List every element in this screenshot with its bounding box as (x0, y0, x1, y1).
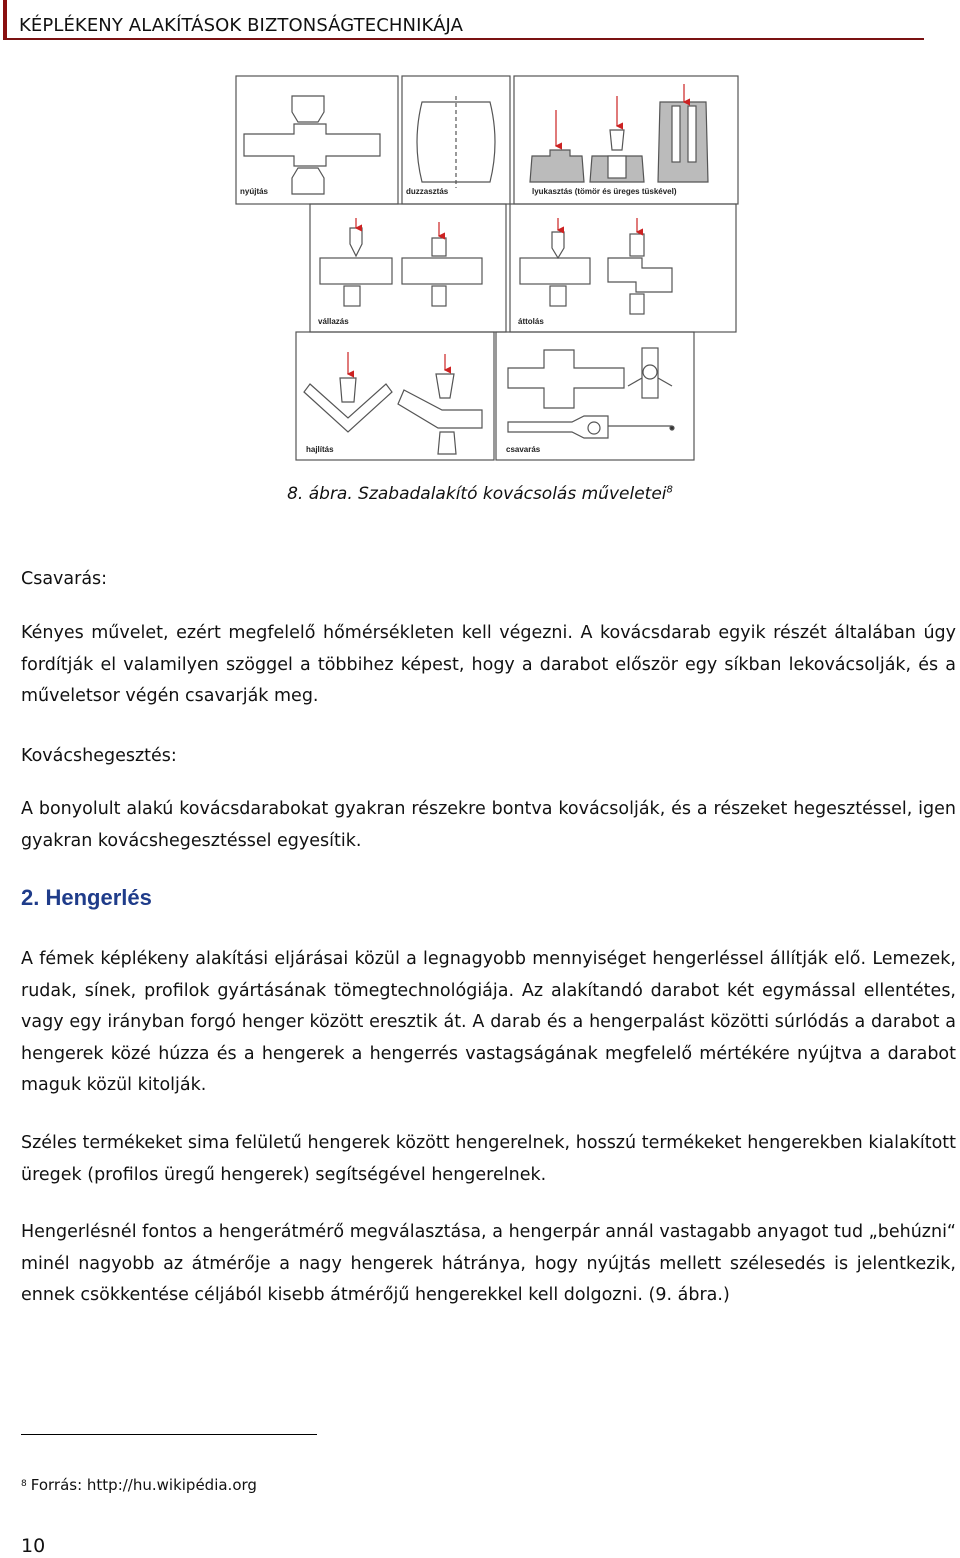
hengerles-paragraph-2: Széles termékeket sima felületű hengerek között hengerelnek, hosszú termékeket hengerekben kialakított üregek (profilos üregű hengerek) segítségével hengerelnek. (21, 1133, 956, 1185)
label-csavaras: csavarás (506, 445, 541, 454)
csavaras-paragraph: Kényes művelet, ezért megfelelő hőmérsékleten kell végezni. A kovácsdarab egyik részét általában úgy fordítják el valamilyen szöggel a többihez képest, hogy a darabot először egy síkban lekovácsolják, és a műveletsor végén csavarják meg. (21, 623, 956, 706)
section-heading-hengerles: 2. Hengerlés (21, 885, 152, 910)
kovacshegesztes-heading: Kovácshegesztés: (21, 746, 177, 766)
hengerles-paragraph-3: Hengerlésnél fontos a hengerátmérő megválasztása, a hengerpár annál vastagabb anyagot tud „behúzni“ minél nagyobb az átmérője a nagy hengerek hátránya, hogy nyújtás mellett szélesedés is jelentkezik, ennek csökkentése céljából kisebb átmérőjű hengerekkel kell dolgozni. (9. ábra.) (21, 1222, 956, 1305)
label-lyukasztas: lyukasztás (tömör és üreges tüskével) (532, 187, 677, 196)
page-number: 10 (21, 1535, 46, 1557)
csavaras-drawing (508, 348, 674, 438)
csavaras-heading: Csavarás: (21, 569, 108, 589)
label-attolas: áttolás (518, 317, 544, 326)
kovacshegesztes-paragraph: A bonyolult alakú kovácsdarabokat gyakran részekre bontva kovácsolják, és a részeket hegesztéssel, igen gyakran kovácshegesztéssel egyesítik. (21, 799, 956, 851)
figure-caption-ref: 8 (666, 484, 673, 496)
hajlitas-drawing (304, 374, 482, 454)
label-nyujtas: nyújtás (240, 187, 269, 196)
footnote-number: 8 (21, 1479, 27, 1489)
duzzasztas-drawing (417, 96, 495, 188)
hengerles-paragraph-1: A fémek képlékeny alakítási eljárásai közül a legnagyobb mennyiséget hengerléssel állítják elő. Lemezek, rudak, sínek, profilok gyártásának tömegtechnológiája. Az alakítandó darabot két egymással ellentétes, vagy egy irányban forgó henger között eresztik át. A darab és a hengerpalást közötti súrlódás a darabot a hengerek közé húzza és a hengerek a hengerrés vastagságának megfelelő mértékére nyújtva a darabot maguk közül kitolják. (21, 949, 956, 1095)
label-vallazas: vállazás (318, 317, 349, 326)
label-duzzasztas: duzzasztás (406, 187, 449, 196)
figure-caption (0, 484, 960, 504)
attolas-drawing (520, 232, 672, 314)
label-hajlitas: hajlítás (306, 445, 334, 454)
lyukasztas-drawing (530, 102, 708, 182)
header-title: KÉPLÉKENY ALAKÍTÁSOK BIZTONSÁGTECHNIKÁJA (19, 15, 464, 36)
nyujtas-drawing (244, 96, 380, 194)
page-header (3, 0, 924, 40)
vallazas-drawing (320, 228, 482, 306)
footnote (21, 1476, 257, 1494)
footnote-text: Forrás: http://hu.wikipédia.org (30, 1476, 257, 1494)
forging-operations-figure (232, 72, 740, 464)
footnote-separator (21, 1434, 317, 1435)
figure-caption-text: 8. ábra. Szabadalakító kovácsolás műveletei (287, 484, 667, 504)
